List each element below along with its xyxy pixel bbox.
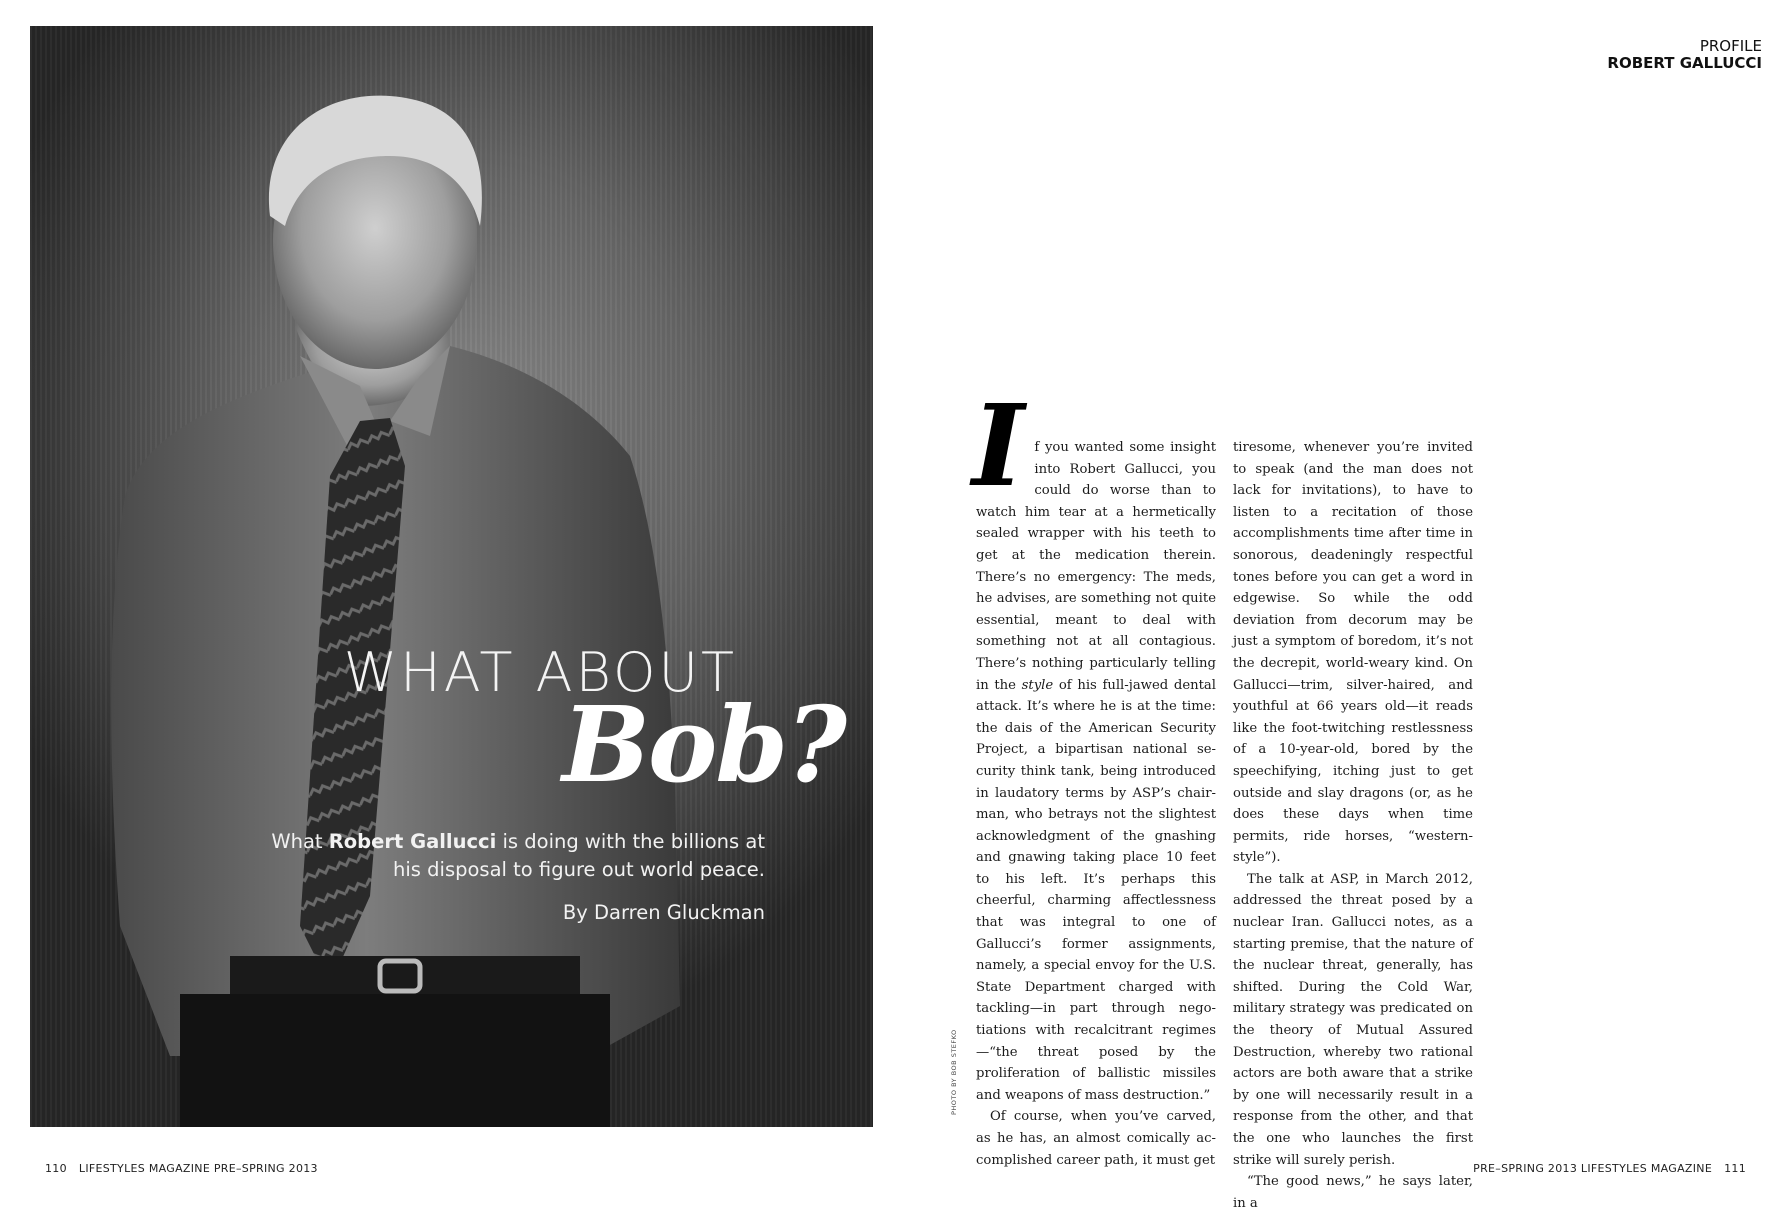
headline-line-2: Bob? [562, 683, 845, 806]
deck-name: Robert Gallucci [328, 830, 497, 853]
portrait-illustration [30, 26, 873, 1127]
publication-right: PRE–SPRING 2013 LIFESTYLES MAGAZINE [1473, 1162, 1713, 1175]
trousers-shape [180, 994, 610, 1127]
paragraph: The talk at ASP, in March 2012, addressed the threat posed by a nuclear Iran. Gallucci notes, as a starting premise, that the nature of the nuclear threat, generally, has shifted. During the Cold War, military strategy was predicated on the theory of Mutual Assured Destruction, whereby two rational actors are both aware that a strike by one will necessarily result in a response from the other, and that the one who launches the first strike will surely perish. [1233, 871, 1473, 1168]
headline [145, 641, 845, 806]
section-header [1607, 38, 1762, 72]
emphasis-text: style [1021, 677, 1054, 693]
paragraph-text: of his full-jawed dental attack. It’s where he is at the time: the dais of the American Security Project, a bipartisan national security think tank, being introduced in laudatory terms by ASP’s chairman, who betrays not the slightest acknowledgment of the gnashing and gnawing taking place 10 feet to his left. It’s perhaps this cheerful, charming affectlessness that was integral to one of Gallucci’s former assignments, namely, a special envoy for the U.S. State Department charged with tackling—in part through negotiations with recalcitrant regimes—“the threat posed by the proliferation of ballistic missiles and weapons of mass destruction.” [976, 677, 1216, 1103]
drop-cap: I [972, 381, 1025, 512]
deck-suffix: is doing with the billions at his disposal to figure out world peace. [393, 830, 765, 881]
paragraph: “The good news,” he says later, in a [1233, 1174, 1473, 1211]
folio-left [45, 1162, 318, 1175]
page-number-left: 110 [45, 1162, 67, 1175]
byline: By Darren Gluckman [562, 901, 765, 924]
section-name: ROBERT GALLUCCI [1607, 54, 1762, 72]
section-kicker: PROFILE [1699, 37, 1762, 55]
publication-left: LIFESTYLES MAGAZINE PRE–SPRING 2013 [78, 1162, 318, 1175]
paragraph [972, 381, 1216, 1106]
headline-line-1: WHAT ABOUT [343, 641, 737, 704]
deck [245, 828, 765, 884]
article-column-2 [1233, 437, 1473, 1214]
cover-photo [30, 26, 873, 1127]
paragraph-text: f you wanted some insight into Robert Gallucci, you could do worse than to watch him tear at a hermetically sealed wrapper with his teeth to get at the medication therein. There’s no emergency: The meds, he advises, are something not quite essential, meant to deal with something not at all contagious. There’s nothing particularly telling in the [976, 440, 1216, 693]
article-column-1 [972, 381, 1216, 1171]
deck-prefix: What [271, 830, 329, 853]
folio-right [1473, 1162, 1746, 1175]
paragraph: Of course, when you’ve carved, as he has, an almost comically accomplished career path, it must get [976, 1109, 1216, 1168]
paragraph: tiresome, whenever you’re invited to speak (and the man does not lack for invitations), to have to listen to a recitation of those accomplishments time after time in sonorous, deadeningly respectful tones before you can get a word in edgewise. So while the odd deviation from decorum may be just a symptom of boredom, it’s not the decrepit, world-weary kind. On Gallucci—trim, silver-haired, and youthful at 66 years old—it reads like the foot-twitching restlessness of a 10-year-old, bored by the speechifying, itching just to get outside and slay dragons (or, as he does these days when time permits, ride horses, “western-style”). [1233, 440, 1473, 866]
page-number-right: 111 [1724, 1162, 1746, 1175]
photo-credit: PHOTO BY BOB STEFKO [950, 1029, 958, 1115]
